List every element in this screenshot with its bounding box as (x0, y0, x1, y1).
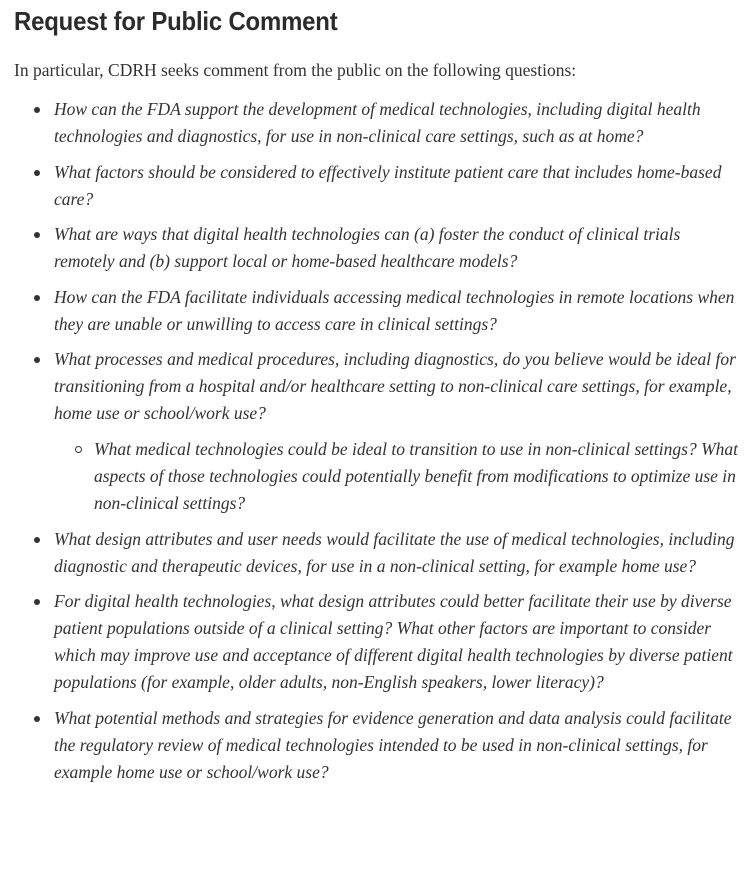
question-text: What are ways that digital health technologies can (a) foster the conduct of clinical trials remotely and (b) support local or home-based healthcare models? (54, 224, 681, 271)
hollow-bullet-icon (75, 446, 82, 453)
bullet-icon (34, 716, 40, 722)
bullet-icon (34, 295, 40, 301)
bullet-icon (34, 107, 40, 113)
sub-questions-list (54, 436, 744, 517)
question-text: How can the FDA support the development of medical technologies, including digital health technologies and diagnostics, for use in non-clinical care settings, such as at home? (54, 99, 701, 146)
sub-list-item (54, 436, 744, 517)
bullet-icon (34, 357, 40, 363)
question-text: What processes and medical procedures, including diagnostics, do you believe would be ideal for transitioning from a hospital and/or healthcare setting to non-clinical care settings, for example, home use or school/work use? (54, 349, 736, 423)
question-text: What design attributes and user needs would facilitate the use of medical technologies, including diagnostic and therapeutic devices, for use in a non-clinical setting, for example home use? (54, 528, 735, 576)
list-item (14, 526, 744, 580)
question-text: What potential methods and strategies for evidence generation and data analysis could facilitate the regulatory review of medical technologies intended to be used in non-clinical settings, for example home use or school/work use? (54, 707, 732, 782)
article-section (14, 0, 744, 794)
question-text: For digital health technologies, what design attributes could better facilitate their use by diverse patient populations outside of a clinical setting? What other factors are important to consider which may improve use and acceptance of different digital health technologies by diverse patient populations (for example, older adults, non-English speakers, lower literacy)? (54, 591, 733, 692)
bullet-icon (34, 170, 40, 176)
bullet-icon (34, 232, 40, 238)
list-item (14, 284, 744, 338)
bullet-icon (34, 537, 40, 543)
list-item (14, 705, 744, 786)
list-item (14, 346, 744, 517)
question-text: How can the FDA facilitate individuals accessing medical technologies in remote locations when they are unable or unwilling to access care in clinical settings? (54, 286, 735, 334)
sub-question-text: What medical technologies could be ideal to transition to use in non-clinical settings? What aspects of those technologies could potentially benefit from modifications to optimize use in non-clinical settings? (94, 439, 739, 513)
intro-paragraph: In particular, CDRH seeks comment from the public on the following questions: (14, 60, 577, 80)
list-item (14, 96, 744, 150)
list-item (14, 159, 744, 213)
page-title: Request for Public Comment (14, 6, 338, 36)
list-item (14, 221, 744, 275)
list-item (14, 588, 744, 696)
bullet-icon (34, 599, 40, 605)
question-text: What factors should be considered to effectively institute patient care that includes home-based care? (54, 161, 722, 209)
questions-list (14, 96, 744, 786)
